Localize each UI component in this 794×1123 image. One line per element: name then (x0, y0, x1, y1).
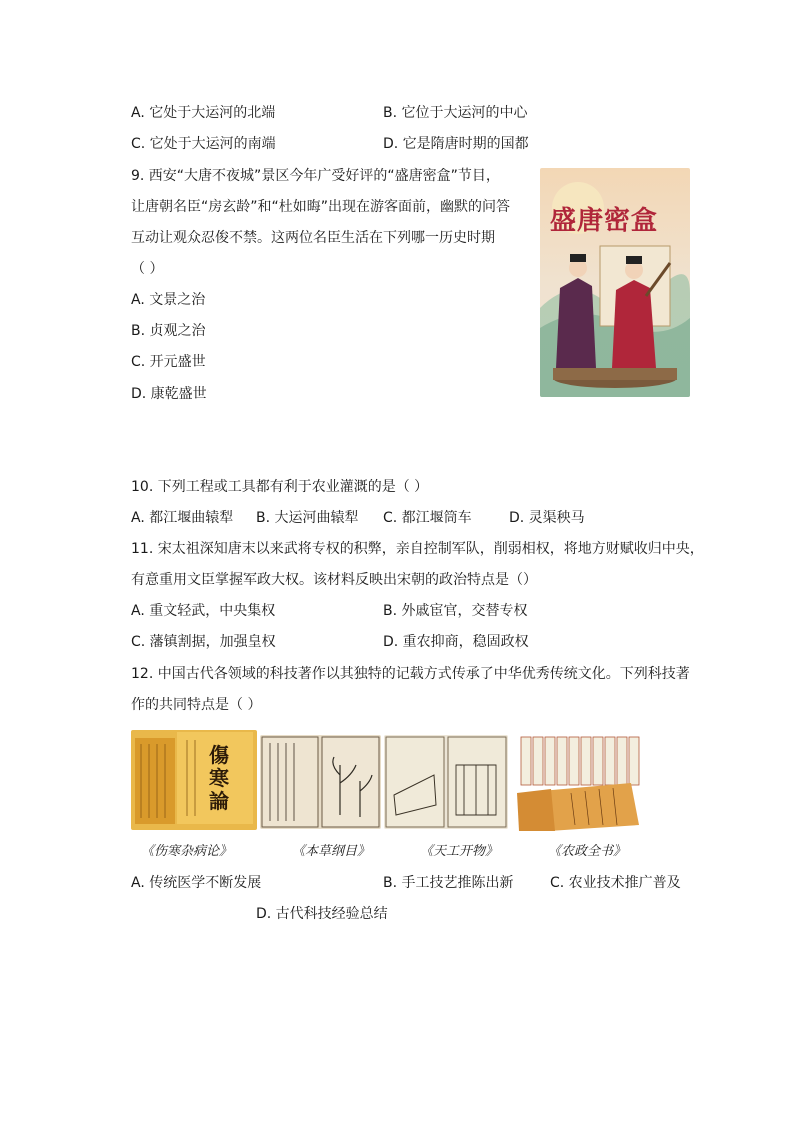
q10-stem: 10. 下列工程或工具都有利于农业灌溉的是（ ） (131, 479, 429, 495)
tiangong-illustration (384, 735, 508, 829)
q10-option-d: D. 灵渠秧马 (509, 510, 585, 526)
q9-stem-line-3: 互动让观众忍俊不禁。这两位名臣生活在下列哪一历史时期 (131, 230, 495, 246)
q9-option-c: C. 开元盛世 (131, 354, 206, 370)
q10-option-c: C. 都江堰筒车 (383, 510, 472, 526)
q11-option-d: D. 重农抑商，稳固政权 (383, 634, 529, 650)
q8-option-d: D. 它是隋唐时期的国都 (383, 136, 529, 152)
q9-option-d: D. 康乾盛世 (131, 386, 207, 402)
q12-option-b: B. 手工技艺推陈出新 (383, 875, 514, 891)
q9-answer-blank: （ ） (131, 261, 164, 277)
shengtang-mihe-poster (540, 168, 690, 397)
q9-stem-line-2: 让唐朝名臣“房玄龄”和“杜如晦”出现在游客面前，幽默的问答 (131, 199, 511, 215)
nongzheng-illustration (511, 733, 651, 833)
q11-option-a: A. 重文轻武，中央集权 (131, 603, 276, 619)
q10-option-a: A. 都江堰曲辕犁 (131, 510, 234, 526)
q11-stem-line-2: 有意重用文臣掌握军政大权。该材料反映出宋朝的政治特点是（） (131, 572, 537, 588)
shanghan-cover-title: 傷寒論 (209, 743, 229, 813)
q12-option-d: D. 古代科技经验总结 (256, 906, 388, 922)
q8-option-a: A. 它处于大运河的北端 (131, 105, 276, 121)
bencao-illustration (260, 735, 381, 829)
q9-stem-line-1: 9. 西安“大唐不夜城”景区今年广受好评的“盛唐密盒”节目， (131, 168, 500, 184)
shanghan-illustration (131, 730, 257, 830)
caption-nongzheng: 《农政全书》 (548, 844, 627, 859)
q11-stem-line-1: 11. 宋太祖深知唐末以来武将专权的积弊，亲自控制军队，削弱相权，将地方财赋收归中央， (131, 541, 704, 557)
q8-option-c: C. 它处于大运河的南端 (131, 136, 276, 152)
q11-option-c: C. 藩镇割据，加强皇权 (131, 634, 276, 650)
q9-option-b: B. 贞观之治 (131, 323, 206, 339)
caption-shanghan: 《伤寒杂病论》 (141, 844, 233, 859)
book-image-bencao (260, 735, 381, 829)
book-image-shanghan (131, 730, 257, 830)
q9-option-a: A. 文景之治 (131, 292, 206, 308)
q10-option-b: B. 大运河曲辕犁 (256, 510, 359, 526)
caption-tiangong: 《天工开物》 (420, 844, 499, 859)
q11-option-b: B. 外戚宦官，交替专权 (383, 603, 528, 619)
q12-stem-line-1: 12. 中国古代各领域的科技著作以其独特的记载方式传承了中华优秀传统文化。下列科技著 (131, 666, 690, 682)
book-image-tiangong (384, 735, 508, 829)
poster-title: 盛唐密盒 (550, 206, 659, 236)
q12-option-a: A. 传统医学不断发展 (131, 875, 262, 891)
book-image-nongzheng (511, 733, 651, 833)
q12-stem-line-2: 作的共同特点是（ ） (131, 697, 262, 713)
caption-bencao: 《本草纲目》 (292, 844, 371, 859)
q8-option-b: B. 它位于大运河的中心 (383, 105, 528, 121)
q12-option-c: C. 农业技术推广普及 (550, 875, 681, 891)
